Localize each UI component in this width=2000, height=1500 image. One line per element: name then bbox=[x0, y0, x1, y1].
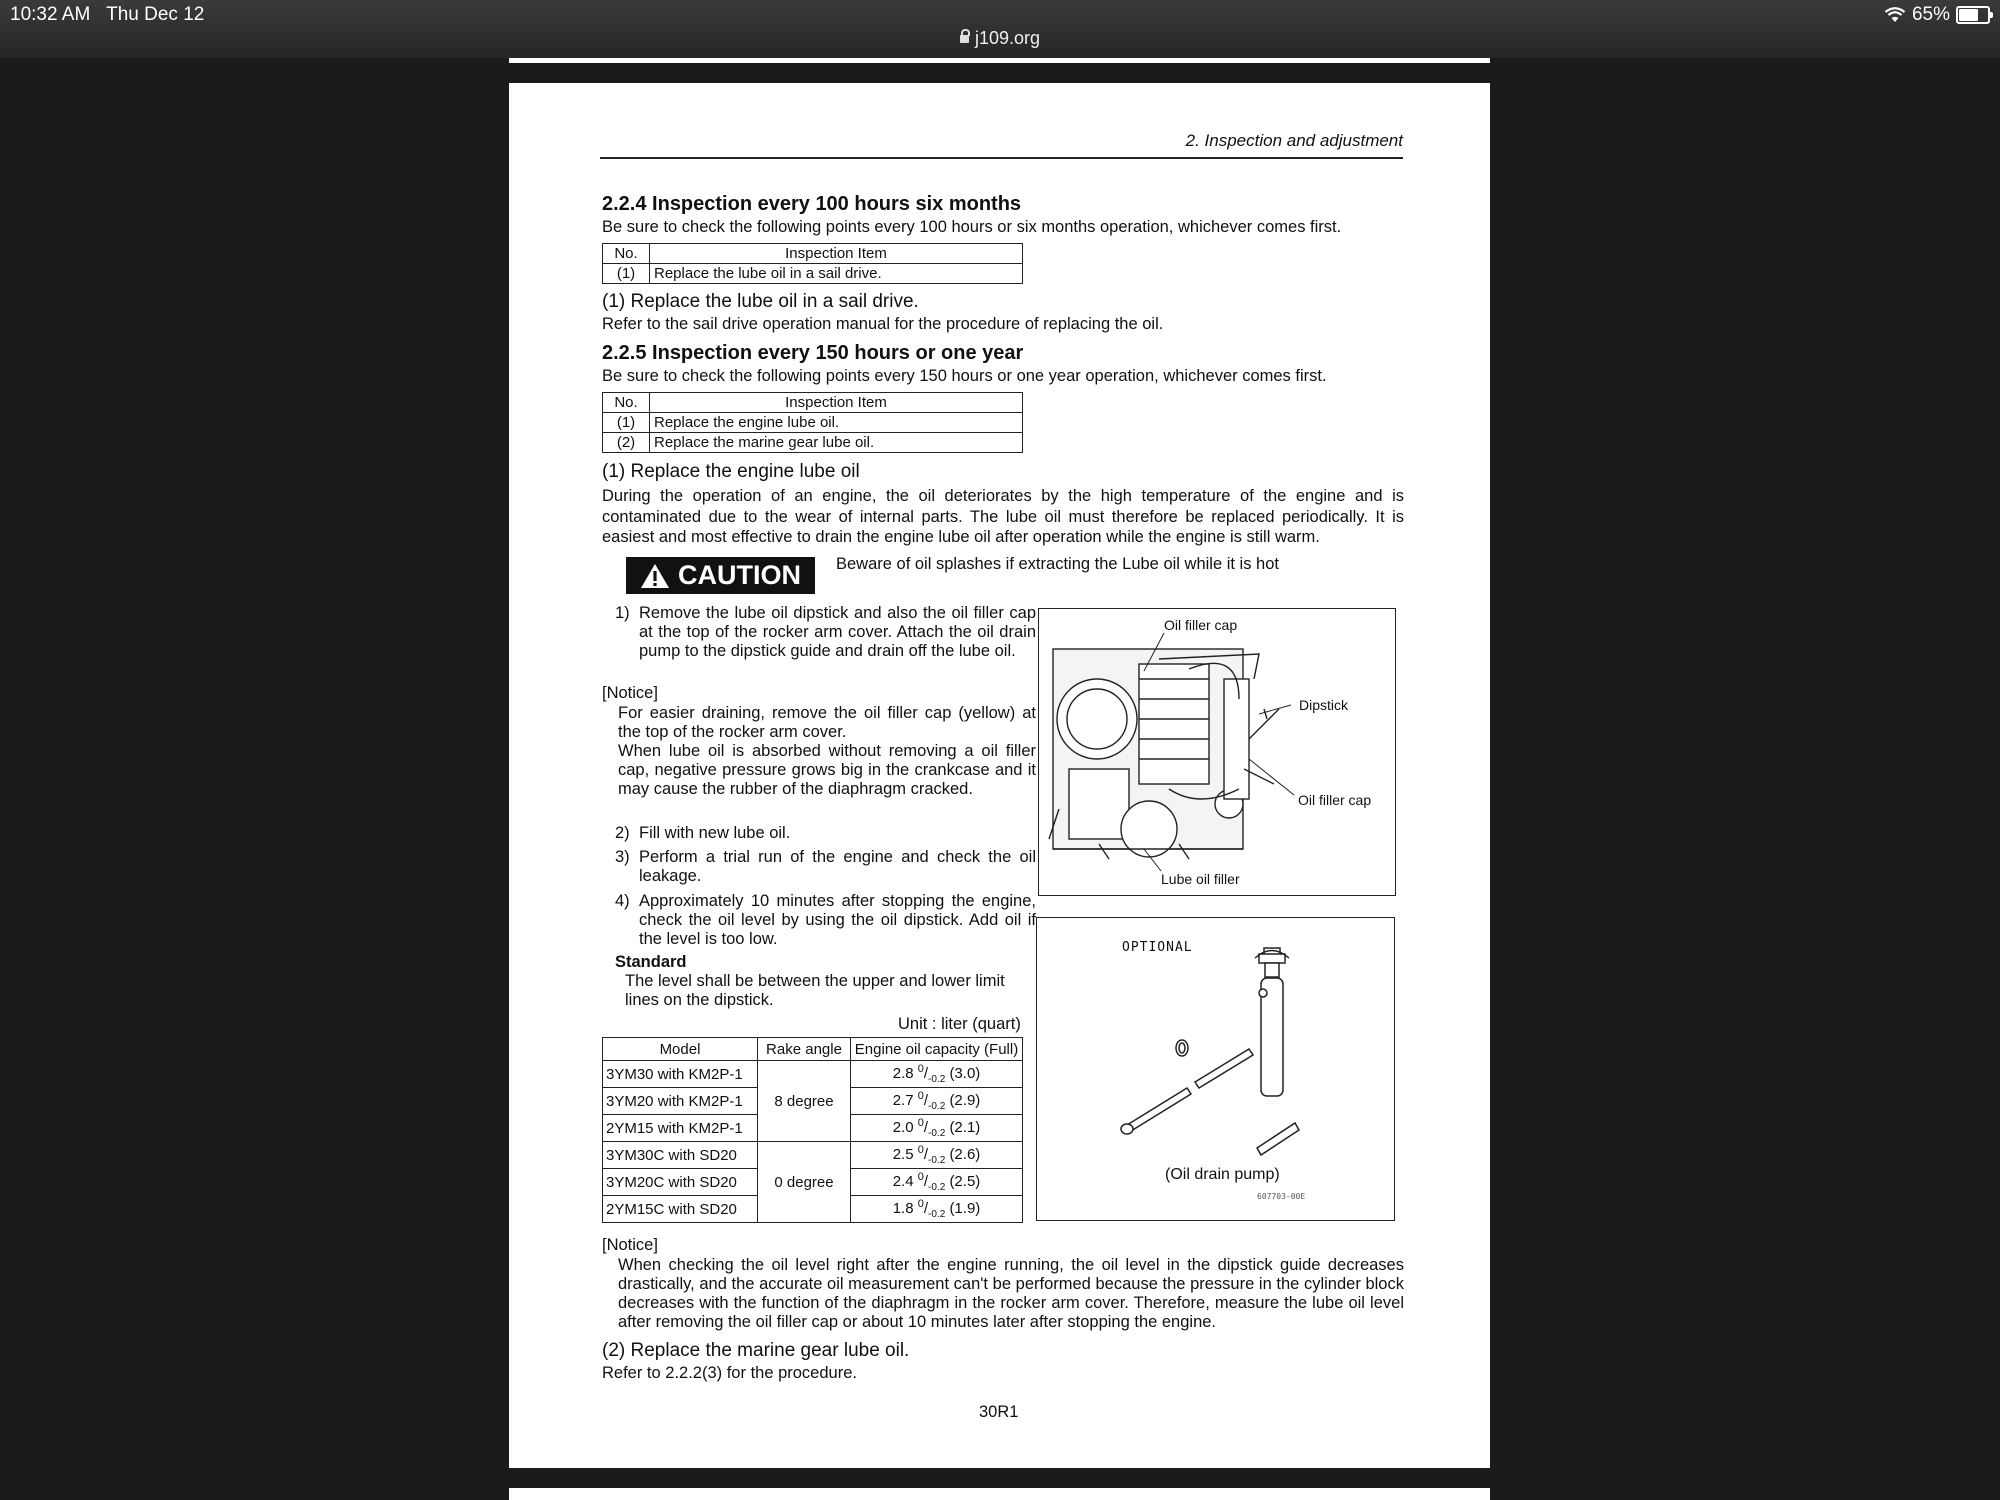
wifi-icon bbox=[1884, 7, 1906, 23]
battery-icon bbox=[1956, 6, 1990, 24]
notice-text-2: When lube oil is absorbed without removing a oil filler cap, negative pressure grows big in the crankcase and it may cause the rubber of the diaphragm cracked. bbox=[618, 742, 1036, 798]
section-225-sub1-title: (1) Replace the engine lube oil bbox=[602, 461, 860, 482]
battery-percent: 65% bbox=[1911, 4, 1950, 25]
table-row: 3YM20C with SD20 2.4 $^0/_{-0.2}$ (2.5) bbox=[603, 1169, 1023, 1196]
page-header: 2. Inspection and adjustment bbox=[600, 131, 1403, 159]
table-row: 3YM30 with KM2P-1 8 degree 2.8 $^0/_{-0.2}$ (3.0) bbox=[603, 1061, 1023, 1088]
table-row: (1) Replace the lube oil in a sail drive. bbox=[603, 264, 1023, 284]
section-224-intro: Be sure to check the following points every 100 hours or six months operation, whichever comes first. bbox=[602, 218, 1342, 236]
table-row: 2YM15C with SD20 1.8 $^0/_{-0.2}$ (1.9) bbox=[603, 1196, 1023, 1223]
status-right bbox=[1884, 4, 1990, 26]
label-dipstick: Dipstick bbox=[1299, 697, 1349, 713]
notice-2-label: [Notice] bbox=[602, 1236, 658, 1254]
figure-code: 607703-00E bbox=[1257, 1192, 1306, 1201]
step-3-text: Perform a trial run of the engine and check the oil leakage. bbox=[639, 848, 1036, 885]
oil-drain-pump-figure bbox=[1036, 917, 1395, 1221]
inspection-table-224 bbox=[602, 243, 1023, 284]
label-lube-oil-filler: Lube oil filler bbox=[1161, 871, 1240, 887]
section-224-sub-title: (1) Replace the lube oil in a sail drive. bbox=[602, 291, 919, 312]
step-4-text: Approximately 10 minutes after stopping the engine, check the oil level by using the oil dipstick. Add oil if the level is too low. bbox=[639, 892, 1036, 948]
col-item: Inspection Item bbox=[650, 244, 1023, 264]
inspection-table-225: No. Inspection Item (1) Replace the engine lube oil. (2) Replace the marine gear lube oil. bbox=[602, 392, 1023, 453]
col-no: No. bbox=[603, 244, 650, 264]
step-4-number: 4) bbox=[615, 892, 630, 910]
step-2-number: 2) bbox=[615, 824, 630, 842]
pump-caption: (Oil drain pump) bbox=[1165, 1166, 1280, 1183]
optional-label: OPTIONAL bbox=[1122, 940, 1193, 955]
table-row: (1) Replace the engine lube oil. bbox=[603, 413, 1023, 433]
url-bar[interactable] bbox=[0, 28, 2000, 49]
label-oil-filler-cap-top: Oil filler cap bbox=[1164, 617, 1238, 633]
lock-icon bbox=[960, 35, 969, 43]
section-225-title: 2.2.5 Inspection every 150 hours or one year bbox=[602, 342, 1024, 364]
status-bar bbox=[0, 0, 2000, 58]
notice-text-1: For easier draining, remove the oil filler cap (yellow) at the top of the rocker arm cover. bbox=[618, 704, 1036, 741]
table-row: (2) Replace the marine gear lube oil. bbox=[603, 433, 1023, 453]
section-224-title: 2.2.4 Inspection every 100 hours six months bbox=[602, 193, 1022, 215]
step-1-number: 1) bbox=[615, 604, 630, 622]
step-2-text: Fill with new lube oil. bbox=[639, 824, 791, 842]
caution-text: Beware of oil splashes if extracting the Lube oil while it is hot bbox=[836, 555, 1279, 573]
table-row: 3YM20 with KM2P-1 2.7 $^0/_{-0.2}$ (2.9) bbox=[603, 1088, 1023, 1115]
col-model: Model bbox=[603, 1038, 758, 1061]
status-time: 10:32 AM Thu Dec 12 bbox=[10, 4, 205, 25]
section-225-sub2-title: (2) Replace the marine gear lube oil. bbox=[602, 1340, 910, 1361]
caution-badge bbox=[626, 557, 815, 594]
table-row: 3YM30C with SD20 0 degree 2.5 $^0/_{-0.2}$ (2.6) bbox=[603, 1142, 1023, 1169]
notice-2-text: When checking the oil level right after the engine running, the oil level in the dipstick guide decreases drastically, and the accurate oil measurement can't be performed because the pressure in the cylinder block decreases with the function of the diaphragm in the rocker arm cover. Therefore, measure the lube oil level after removing the oil filler cap or about 10 minutes later after stopping the engine. bbox=[618, 1256, 1404, 1331]
warning-icon bbox=[640, 563, 670, 589]
url-text: j109.org bbox=[974, 28, 1041, 48]
notice-label: [Notice] bbox=[602, 684, 658, 702]
standard-text: The level shall be between the upper and lower limit lines on the dipstick. bbox=[625, 972, 1005, 1009]
section-225-sub1-text: During the operation of an engine, the oil deteriorates by the high temperature of the engine and is contaminated due to the wear of internal parts. The lube oil must therefore be replaced periodically. It is easiest and most effective to drain the engine lube oil after operation while the engine is still warm. bbox=[602, 487, 1404, 546]
engine-figure bbox=[1038, 608, 1396, 896]
col-capacity: Engine oil capacity (Full) bbox=[851, 1038, 1023, 1061]
page-number: 30R1 bbox=[979, 1403, 1019, 1421]
table-row: 2YM15 with KM2P-1 2.0 $^0/_{-0.2}$ (2.1) bbox=[603, 1115, 1023, 1142]
document-page bbox=[509, 83, 1490, 1468]
rake-0: 0 degree bbox=[758, 1142, 851, 1223]
engine-illustration bbox=[1039, 609, 1395, 895]
previous-page-edge bbox=[509, 58, 1490, 63]
standard-label: Standard bbox=[615, 953, 687, 971]
label-oil-filler-cap-right: Oil filler cap bbox=[1298, 792, 1372, 808]
step-3-number: 3) bbox=[615, 848, 630, 866]
section-225-sub2-text: Refer to 2.2.2(3) for the procedure. bbox=[602, 1364, 857, 1382]
oil-capacity-table bbox=[602, 1037, 1023, 1223]
col-rake: Rake angle bbox=[758, 1038, 851, 1061]
rake-8: 8 degree bbox=[758, 1061, 851, 1142]
step-1-text: Remove the lube oil dipstick and also the oil filler cap at the top of the rocker arm cover. Attach the oil drain pump to the dipstick guide and drain off the lube oil. bbox=[639, 604, 1036, 660]
caution-label: CAUTION bbox=[678, 560, 801, 590]
next-page-edge bbox=[509, 1488, 1490, 1500]
section-225-intro: Be sure to check the following points every 150 hours or one year operation, whichever comes first. bbox=[602, 367, 1327, 385]
unit-label: Unit : liter (quart) bbox=[898, 1015, 1021, 1033]
section-224-sub-text: Refer to the sail drive operation manual for the procedure of replacing the oil. bbox=[602, 315, 1164, 333]
